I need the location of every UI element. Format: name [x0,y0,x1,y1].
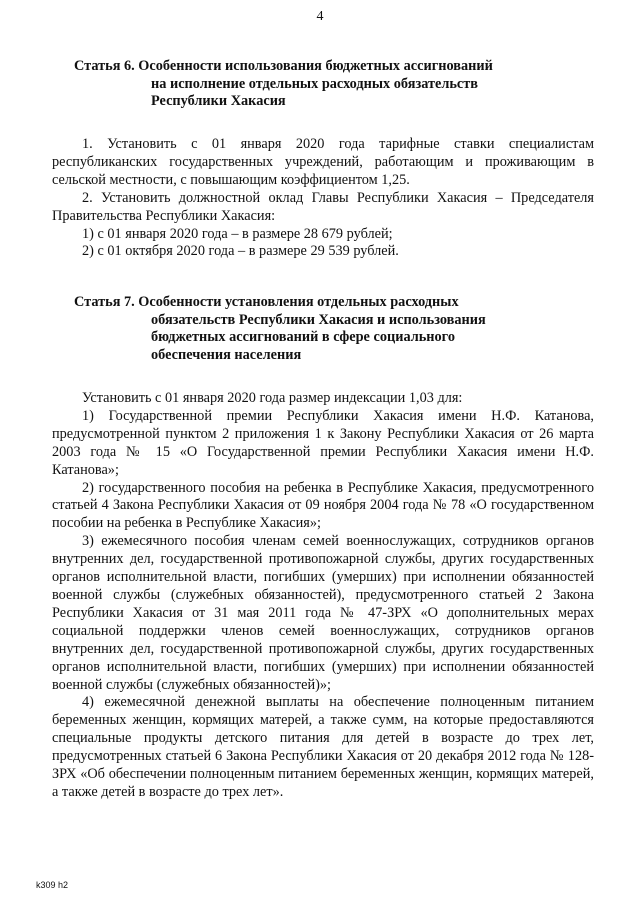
article-7-paragraph: 3) ежемесячного пособия членам семей военнослужащих, сотрудников органов внутренних дел, государственной противопожарной службы, других государственных органов исполнительной власти, погибших (умерших) при исполнении обязанностей военной службы (служебных обязанностей), предусмотренного статьей 2 Закона Республики Хакасия от 31 мая 2011 года № 47-ЗРХ «О дополнительных мерах социальной поддержки членов семей военнослужащих, сотрудников органов внутренних дел, государственной противопожарной службы, других государственных органов исполнительной власти, погибших (умерших) при исполнении обязанностей военной службы (служебных обязанностей)»; [52,533,594,693]
article-6-heading-line: Статья 6. Особенности использования бюджетных ассигнований [74,58,493,74]
article-7-heading [74,294,486,364]
article-6-paragraph: 1) с 01 января 2020 года – в размере 28 679 рублей; [82,225,393,242]
article-6-heading [74,58,493,111]
article-7-heading-line: обеспечения населения [151,346,302,363]
article-7-paragraph: Установить с 01 января 2020 года размер индексации 1,03 для: [82,390,463,406]
footer-code: k309 h2 [36,880,69,890]
page-number: 4 [316,9,324,24]
article-6-body [52,136,594,261]
article-7-paragraph: 4) ежемесячной денежной выплаты на обеспечение полноценным питанием беременных женщин, кормящих матерей, а также сумм, на которые предоставляются специальные продукты детского питания для детей в возрасте до трех лет, предусмотренных статьей 6 Закона Республики Хакасия от 20 декабря 2012 года № 128-ЗРХ «Об обеспечении полноценным питанием беременных женщин, кормящих матерей, а также детей в возрасте до трех лет». [52,694,594,800]
article-6-paragraph: 1. Установить с 01 января 2020 года тарифные ставки специалистам республиканских государственных учреждений, работающим и проживающим в сельской местности, с повышающим коэффициентом 1,25. [52,136,594,188]
article-7-body [52,390,594,802]
article-7-paragraph: 2) государственного пособия на ребенка в Республике Хакасия, предусмотренного статьей 4 Закона Республики Хакасия от 09 ноября 2004 года № 78 «О государственном пособии на ребенка в Республике Хакасия»; [52,479,594,532]
article-6-heading-line: Республики Хакасия [151,93,286,109]
article-7-heading-line: бюджетных ассигнований в сфере социального [151,329,455,345]
article-7-heading-line: обязательств Республики Хакасия и использования [151,311,486,328]
article-7-heading-line: Статья 7. Особенности установления отдельных расходных [74,294,459,310]
article-6-heading-line: на исполнение отдельных расходных обязательств [151,75,479,92]
article-6-paragraph: 2. Установить должностной оклад Главы Республики Хакасия – Председателя Правительства Республики Хакасия: [52,189,594,224]
article-6-paragraph: 2) с 01 октября 2020 года – в размере 29 539 рублей. [82,243,399,260]
article-7-paragraph: 1) Государственной премии Республики Хакасия имени Н.Ф. Катанова, предусмотренной пунктом 2 приложения 1 к Закону Республики Хакасия от 26 марта 2003 года № 15 «О Государственной премии Республики Хакасия имени Н.Ф. Катанова»; [52,407,594,478]
